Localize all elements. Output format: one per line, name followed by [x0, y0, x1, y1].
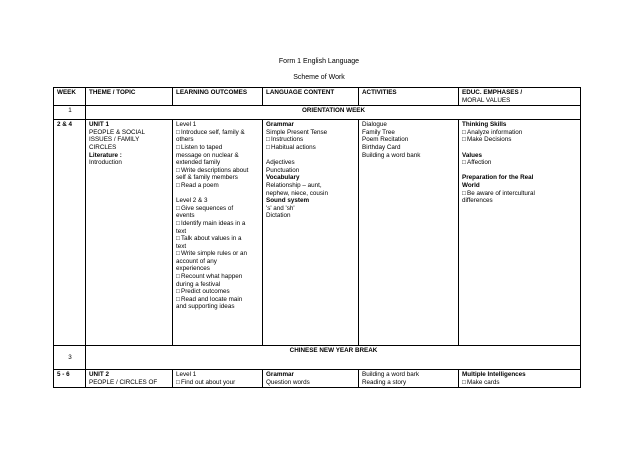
outcome-item: self & family members [176, 174, 238, 182]
bullet-icon: □ [176, 288, 180, 296]
language-item: nephew, niece, cousin [266, 189, 328, 197]
educ-prep-heading: Preparation for the Real [462, 174, 534, 182]
header-outcomes: LEARNING OUTCOMES [173, 88, 263, 106]
unit2-theme-line: UNIT 2 [89, 371, 109, 379]
educ-item: Make Decisions [467, 136, 512, 144]
unit2-theme [86, 370, 173, 388]
bullet-icon: □ [462, 128, 466, 136]
educ-item: Analyze information [467, 128, 523, 136]
outcome-item: extended family [176, 159, 221, 167]
unit2-theme-line: PEOPLE / CIRCLES OF [89, 378, 158, 386]
outcome-item: text [176, 227, 187, 235]
outcome-item: Introduce self, family & [181, 128, 245, 136]
header-activities: ACTIVITIES [359, 88, 459, 106]
bullet-icon: □ [176, 219, 180, 227]
bullet-icon: □ [176, 166, 180, 174]
outcomes-level23-heading: Level 2 & 3 [176, 197, 208, 205]
educ-item: differences [462, 197, 493, 205]
outcome-item: during a festival [176, 280, 221, 288]
educ-item: Be aware of intercultural [467, 189, 535, 197]
bullet-icon: □ [176, 295, 180, 303]
outcome-item: Give sequences of [181, 204, 234, 212]
document-title: Form 1 English Language [278, 58, 360, 65]
language-punctuation: Punctuation [266, 166, 300, 174]
unit1-row [54, 120, 581, 346]
header-educ-line1: EDUC. EMPHASES / [462, 89, 523, 96]
educ-item: Make cards [467, 378, 500, 386]
orientation-label: ORIENTATION WEEK [86, 106, 581, 120]
bullet-icon: □ [266, 143, 270, 151]
educ-prep-heading-2: World [462, 181, 480, 189]
cny-label: CHINESE NEW YEAR BREAK [86, 346, 581, 370]
activity-item: Reading a story [362, 378, 407, 386]
outcome-item: others [176, 136, 194, 144]
educ-values-heading: Values [462, 151, 482, 159]
language-grammar-heading: Grammar [266, 121, 295, 129]
unit1-outcomes [173, 120, 263, 346]
outcome-item: Talk about values in a [181, 235, 242, 243]
outcome-item: and supporting ideas [176, 303, 235, 311]
outcome-item: Read a poem [181, 181, 219, 189]
unit2-outcomes [173, 370, 263, 388]
outcome-item: events [176, 212, 195, 220]
language-adjectives: Adjectives [266, 159, 295, 167]
header-educ-line2: MORAL VALUES [462, 96, 511, 104]
cny-row [54, 346, 581, 370]
language-item: Dictation [266, 212, 291, 220]
bullet-icon: □ [462, 189, 466, 197]
language-item: Habitual actions [271, 143, 316, 151]
outcome-item: message on nuclear & [176, 151, 239, 159]
unit1-theme-line: UNIT 1 [89, 121, 109, 129]
activity-item: Building a word bark [362, 371, 420, 379]
activity-item: Building a word bank [362, 151, 421, 159]
unit1-week: 2 & 4 [54, 120, 86, 346]
language-sound-heading: Sound system [266, 197, 310, 205]
unit2-language [263, 370, 359, 388]
unit1-language [263, 120, 359, 346]
outcome-item: Listen to taped [181, 143, 223, 151]
outcome-item: experiences [176, 265, 210, 273]
unit1-theme-line: Introduction [89, 159, 122, 167]
activity-item: Dialogue [362, 121, 387, 129]
language-item: Question words [266, 378, 310, 386]
document-subtitle: Scheme of Work [293, 74, 345, 81]
bullet-icon: □ [462, 136, 466, 144]
language-item: Simple Present Tense [266, 128, 328, 136]
bullet-icon: □ [462, 159, 466, 167]
educ-item: Affection [467, 159, 492, 167]
bullet-icon: □ [176, 250, 180, 258]
outcome-item: account of any [176, 257, 217, 265]
bullet-icon: □ [176, 128, 180, 136]
header-row [54, 88, 581, 106]
activity-item: Family Tree [362, 128, 395, 136]
language-item: Instructions [271, 136, 304, 144]
unit1-theme-line: PEOPLE & SOCIAL [89, 128, 145, 136]
unit2-educ [459, 370, 581, 388]
header-educ [459, 88, 581, 106]
bullet-icon: □ [176, 378, 180, 386]
outcome-item: Find out about your [181, 378, 236, 386]
language-vocabulary-heading: Vocabulary [266, 174, 300, 182]
cny-week: 3 [54, 346, 86, 370]
unit2-activities [359, 370, 459, 388]
bullet-icon: □ [176, 204, 180, 212]
outcome-item: Read and locate main [181, 295, 243, 303]
orientation-row [54, 106, 581, 120]
bullet-icon: □ [266, 136, 270, 144]
outcome-item: Write descriptions about [181, 166, 249, 174]
language-item: Relationship – aunt, [266, 181, 322, 189]
unit2-week: 5 - 6 [54, 370, 86, 388]
orientation-week: 1 [54, 106, 86, 120]
unit1-theme [86, 120, 173, 346]
header-language: LANGUAGE CONTENT [263, 88, 359, 106]
unit1-educ [459, 120, 581, 346]
unit2-row [54, 370, 581, 388]
unit1-theme-line: CIRCLES [89, 143, 117, 151]
scheme-of-work-table [53, 87, 581, 388]
bullet-icon: □ [176, 181, 180, 189]
header-week: WEEK [54, 88, 86, 106]
outcome-item: Predict outcomes [181, 288, 230, 296]
unit1-activities [359, 120, 459, 346]
bullet-icon: □ [462, 378, 466, 386]
outcome-item: Write simple rules or an [181, 250, 248, 258]
activity-item: Poem Recitation [362, 136, 409, 144]
header-theme: THEME / TOPIC [86, 88, 173, 106]
educ-mi-heading: Multiple Intelligences [462, 371, 526, 379]
outcomes-level1-heading: Level 1 [176, 121, 197, 129]
educ-thinking-heading: Thinking Skills [462, 121, 507, 129]
bullet-icon: □ [176, 143, 180, 151]
outcome-item: text [176, 242, 187, 250]
outcome-item: Identify main ideas in a [181, 219, 246, 227]
language-item: 's' and 'sh' [266, 204, 295, 212]
bullet-icon: □ [176, 235, 180, 243]
bullet-icon: □ [176, 273, 180, 281]
activity-item: Birthday Card [362, 143, 401, 151]
outcome-item: Recount what happen [181, 273, 243, 281]
outcomes-level1-heading: Level 1 [176, 371, 197, 379]
unit1-theme-line: Literature : [89, 151, 122, 159]
unit1-theme-line: ISSUES / FAMILY [89, 136, 140, 144]
language-grammar-heading: Grammar [266, 371, 295, 379]
